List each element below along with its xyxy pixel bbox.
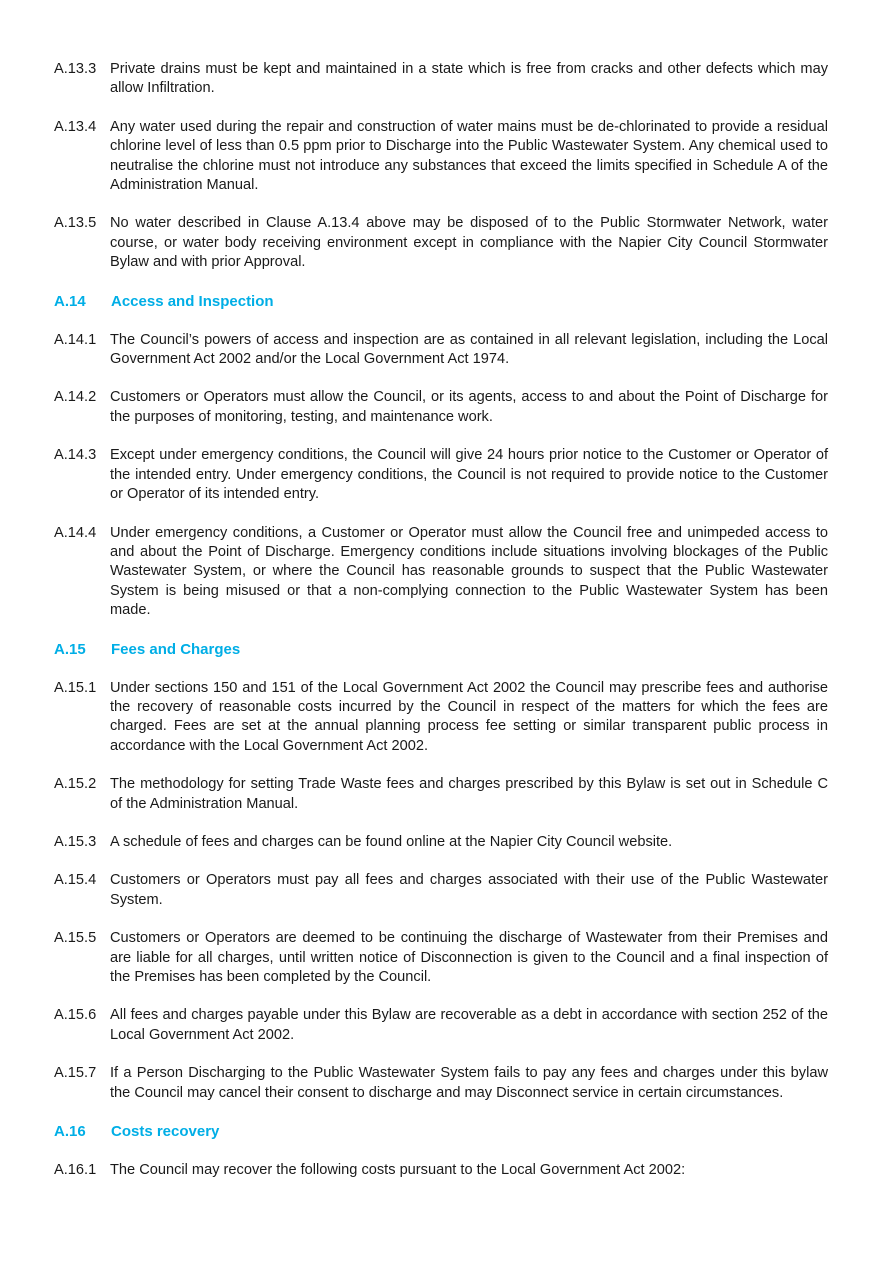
clause-a13-4 [54,118,828,196]
clause-text: Except under emergency conditions, the Council will give 24 hours prior notice to the Customer or Operator of the intended entry. Under emergency conditions, the Council is not required to provide notice to the Customer or Operator of its intended entry. [110,447,828,503]
clause-number: A.14.2 [54,389,97,406]
clause-a15-2 [54,775,828,814]
clause-number: A.13.4 [54,118,97,135]
clause-text: Customers or Operators must allow the Council, or its agents, access to and about the Point of Discharge for the purposes of monitoring, testing, and maintenance work. [110,389,828,425]
section-number: A.14 [54,292,86,310]
clause-a14-4 [54,524,828,621]
clause-a15-5 [54,929,828,987]
clause-text: Customers or Operators must pay all fees and charges associated with their use of the Public Wastewater System. [110,872,828,908]
section-number: A.16 [54,1123,86,1141]
clause-number: A.14.1 [54,331,97,348]
clause-number: A.15.3 [54,833,97,850]
clause-a15-6 [54,1006,828,1045]
clause-number: A.15.1 [54,679,97,696]
clause-number: A.15.5 [54,930,97,947]
clause-number: A.15.6 [54,1007,97,1024]
clause-text: Under emergency conditions, a Customer or Operator must allow the Council free and unimpeded access to and about the Point of Discharge. Emergency conditions include situations involving blockages of the Public Wastewater System, or where the Council has reasonable grounds to suspect that the Public Wastewater System is being misused or that a non-complying connection to the Public Wastewater System has been made. [110,524,828,619]
clause-number: A.14.4 [54,524,97,541]
section-title: Fees and Charges [111,640,241,658]
clause-number: A.15.4 [54,872,97,889]
section-heading-a15 [54,640,828,660]
clause-a13-5 [54,214,828,272]
clause-text: Customers or Operators are deemed to be continuing the discharge of Wastewater from their Premises and are liable for all charges, until written notice of Disconnection is given to the Council and a final inspection of the Premises has been completed by the Council. [110,930,828,985]
clause-text: The Council’s powers of access and inspection are as contained in all relevant legislation, including the Local Government Act 2002 and/or the Local Government Act 1974. [110,331,828,368]
clause-text: All fees and charges payable under this Bylaw are recoverable as a debt in accordance with section 252 of the Local Government Act 2002. [110,1007,828,1043]
clause-text: Under sections 150 and 151 of the Local Government Act 2002 the Council may prescribe fees and authorise the recovery of reasonable costs incurred by the Council in respect of the matters for which the fees are charged. Fees are set at the annual planning process fee setting or similar transparent public process in accordance with the Local Government Act 2002. [110,679,828,754]
clause-text: The Council may recover the following costs pursuant to the Local Government Act 2002: [110,1162,686,1179]
section-number: A.15 [54,640,86,658]
clause-a15-4 [54,871,828,910]
clause-text: Private drains must be kept and maintained in a state which is free from cracks and other defects which may allow Infiltration. [110,61,828,97]
clause-text: A schedule of fees and charges can be found online at the Napier City Council website. [110,833,673,850]
clause-number: A.13.3 [54,61,97,77]
clause-number: A.15.7 [54,1065,97,1082]
clause-a14-2 [54,388,828,427]
section-heading-a14 [54,292,828,312]
document-page [54,60,828,1199]
clause-a16-1 [54,1161,828,1180]
clause-text: No water described in Clause A.13.4 above may be disposed of to the Public Stormwater Network, water course, or water body receiving environment except in compliance with the Napier City Council Stormwater Bylaw and with prior Approval. [110,215,828,271]
clause-a15-3 [54,833,828,852]
clause-text: The methodology for setting Trade Waste fees and charges prescribed by this Bylaw is set out in Schedule C of the Administration Manual. [110,776,828,812]
clause-a14-3 [54,446,828,504]
section-heading-a16 [54,1122,828,1142]
clause-number: A.16.1 [54,1162,97,1179]
clause-text: Any water used during the repair and construction of water mains must be de-chlorinated to provide a residual chlorine level of less than 0.5 ppm prior to Discharge into the Public Wastewater System. Any chemical used to neutralise the chlorine must not introduce any substances that exceed the limits specified in Schedule A of the Administration Manual. [110,118,828,194]
section-title: Access and Inspection [111,292,274,310]
clause-a15-7 [54,1064,828,1103]
clause-number: A.15.2 [54,776,97,793]
clause-number: A.13.5 [54,215,97,232]
clause-a14-1 [54,331,828,370]
clause-a15-1 [54,679,828,757]
clause-number: A.14.3 [54,447,97,464]
section-title: Costs recovery [111,1123,220,1141]
clause-text: If a Person Discharging to the Public Wastewater System fails to pay any fees and charges under this bylaw the Council may cancel their consent to discharge and may Disconnect service in certain circumstances. [110,1065,828,1101]
clause-a13-3 [54,60,828,99]
